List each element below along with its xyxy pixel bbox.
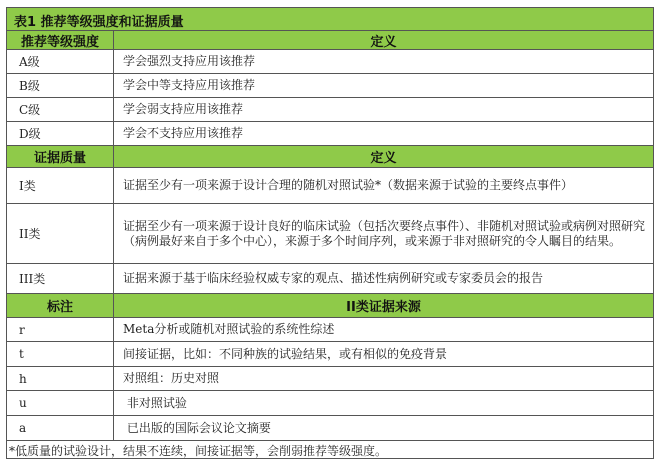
notation-source: Meta分析或随机对照试验的系统性综述 [123, 322, 335, 336]
notation-header-right: II类证据来源 [346, 300, 421, 315]
evidence-row [7, 168, 653, 204]
evidence-definition: 证据来源于基于临床经验权威专家的观点、描述性病例研究或专家委员会的报告 [123, 271, 544, 285]
evidence-row [7, 204, 653, 264]
notation-row [7, 318, 653, 342]
grade-row [7, 122, 653, 146]
notation-header-row [7, 294, 653, 318]
table-footnote: *低质量的试验设计，结果不连续，间接证据等，会削弱推荐等级强度。 [9, 443, 388, 458]
evidence-level: III类 [7, 264, 114, 293]
table-title-bar [7, 8, 653, 31]
notation-mark: a [7, 416, 114, 440]
evidence-header-left: 证据质量 [7, 146, 114, 167]
grade-label: D级 [7, 122, 114, 145]
grade-definition: 学会弱支持应用该推荐 [123, 102, 244, 116]
grade-label: A级 [7, 50, 114, 73]
notation-mark: t [7, 342, 114, 366]
evidence-level: I类 [7, 168, 114, 203]
notation-mark: h [7, 367, 114, 390]
grade-label: C级 [7, 98, 114, 121]
table-title: 表1 推荐等级强度和证据质量 [14, 15, 184, 30]
grade-header-row [7, 31, 653, 50]
notation-source: 已出版的国际会议论文摘要 [123, 420, 271, 435]
notation-mark: u [7, 391, 114, 415]
grade-definition: 学会中等支持应用该推荐 [123, 78, 256, 92]
notation-header-left: 标注 [7, 294, 114, 317]
grade-row [7, 50, 653, 74]
grade-label: B级 [7, 74, 114, 97]
grade-definition: 学会强烈支持应用该推荐 [123, 54, 256, 68]
notation-row [7, 342, 653, 367]
grade-row [7, 98, 653, 122]
notation-source: 对照组：历史对照 [123, 371, 220, 385]
evidence-row [7, 264, 653, 294]
evidence-level: II类 [7, 204, 114, 263]
notation-row [7, 367, 653, 391]
evidence-definition: 证据至少有一项来源于设计良好的临床试验（包括次要终点事件）、非随机对照试验或病例对照研究（病例最好来自于多个中心），来源于多个时间序列，或来源于非对照研究的令人瞩目的结果。 [123, 218, 646, 248]
evidence-definition: 证据至少有一项来源于设计合理的随机对照试验*（数据来源于试验的主要终点事件） [123, 178, 574, 192]
grade-header-left: 推荐等级强度 [7, 31, 114, 49]
notation-row [7, 391, 653, 416]
evidence-table [6, 7, 654, 459]
notation-row [7, 416, 653, 441]
evidence-header-row [7, 146, 653, 168]
grade-header-right: 定义 [370, 34, 397, 50]
notation-mark: r [7, 318, 114, 341]
evidence-header-right: 定义 [370, 151, 397, 166]
grade-row [7, 74, 653, 98]
grade-definition: 学会不支持应用该推荐 [123, 126, 244, 140]
notation-source: 非对照试验 [123, 395, 187, 410]
notation-source: 间接证据，比如：不同种族的试验结果，或有相似的免疫背景 [123, 346, 448, 361]
